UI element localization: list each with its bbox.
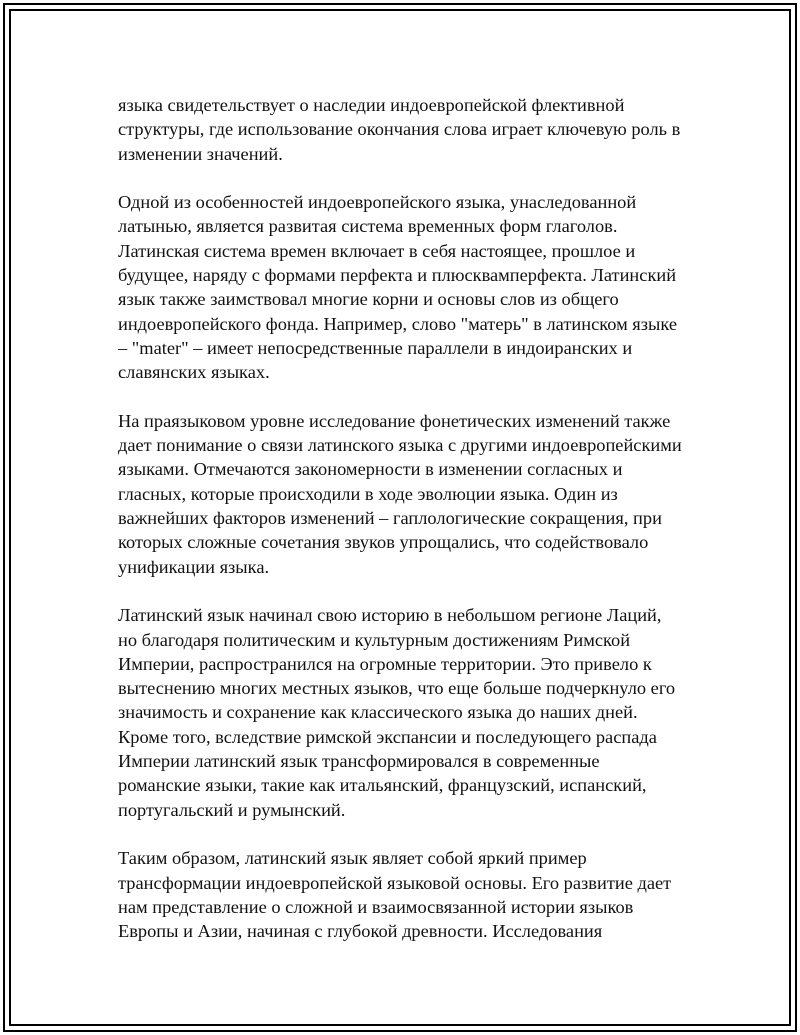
document-body: [118, 93, 718, 968]
text-line: язык также заимствовал многие корни и основы слов из общего: [118, 289, 619, 310]
text-line: унификации языка.: [118, 556, 270, 577]
text-line: латынью, является развитая система временных форм глаголов.: [118, 216, 618, 237]
text-line: славянских языках.: [118, 362, 270, 383]
text-line: структуры, где использование окончания слова играет ключевую роль в: [118, 119, 681, 140]
text-line: вытеснению многих местных языков, что еще больше подчеркнуло его: [118, 678, 676, 699]
text-line: Европы и Азии, начиная с глубокой древности. Исследования: [118, 921, 603, 942]
text-line: нам представление о сложной и взаимосвязанной истории языков: [118, 896, 634, 917]
text-line: гласных, которые происходили в ходе эволюции языка. Один из: [118, 483, 618, 504]
text-line: Одной из особенностей индоевропейского языка, унаследованной: [118, 192, 637, 213]
text-line: будущее, наряду с формами перфекта и плюсквамперфекта. Латинский: [118, 265, 677, 286]
text-line: – "mater" – имеет непосредственные параллели в индоиранских и: [118, 337, 633, 358]
text-line: но благодаря политическим и культурным достижениям Римской: [118, 629, 631, 650]
paragraph-5: [118, 846, 718, 943]
text-line: дает понимание о связи латинского языка с другими индоевропейскими: [118, 435, 682, 456]
paragraph-1: [118, 93, 718, 166]
text-line: Империи, распространился на огромные территории. Это привело к: [118, 653, 652, 674]
text-line: Кроме того, вследствие римской экспансии и последующего распада: [118, 726, 657, 747]
text-line: Латинский язык начинал свою историю в небольшом регионе Лаций,: [118, 605, 662, 626]
paragraph-2: [118, 190, 718, 384]
paragraph-4: [118, 603, 718, 822]
text-line: языками. Отмечаются закономерности в изменении согласных и: [118, 459, 623, 480]
text-line: изменении значений.: [118, 143, 283, 164]
text-line: важнейших факторов изменений – гаплологические сокращения, при: [118, 508, 662, 529]
paragraph-3: [118, 409, 718, 579]
text-line: языка свидетельствует о наследии индоевропейской флективной: [118, 95, 625, 115]
text-line: романские языки, такие как итальянский, французский, испанский,: [118, 775, 647, 796]
text-line: Латинская система времен включает в себя настоящее, прошлое и: [118, 240, 636, 261]
text-line: португальский и румынский.: [118, 799, 346, 820]
text-line: индоевропейского фонда. Например, слово "матерь" в латинском языке: [118, 313, 678, 334]
text-line: На праязыковом уровне исследование фонетических изменений также: [118, 410, 671, 431]
text-line: трансформации индоевропейской языковой основы. Его развитие дает: [118, 872, 672, 893]
text-line: Таким образом, латинский язык являет собой яркий пример: [118, 848, 587, 869]
text-line: которых сложные сочетания звуков упрощались, что содействовало: [118, 532, 649, 553]
text-line: значимость и сохранение как классического языка до наших дней.: [118, 702, 638, 723]
text-line: Империи латинский язык трансформировался в современные: [118, 751, 600, 772]
